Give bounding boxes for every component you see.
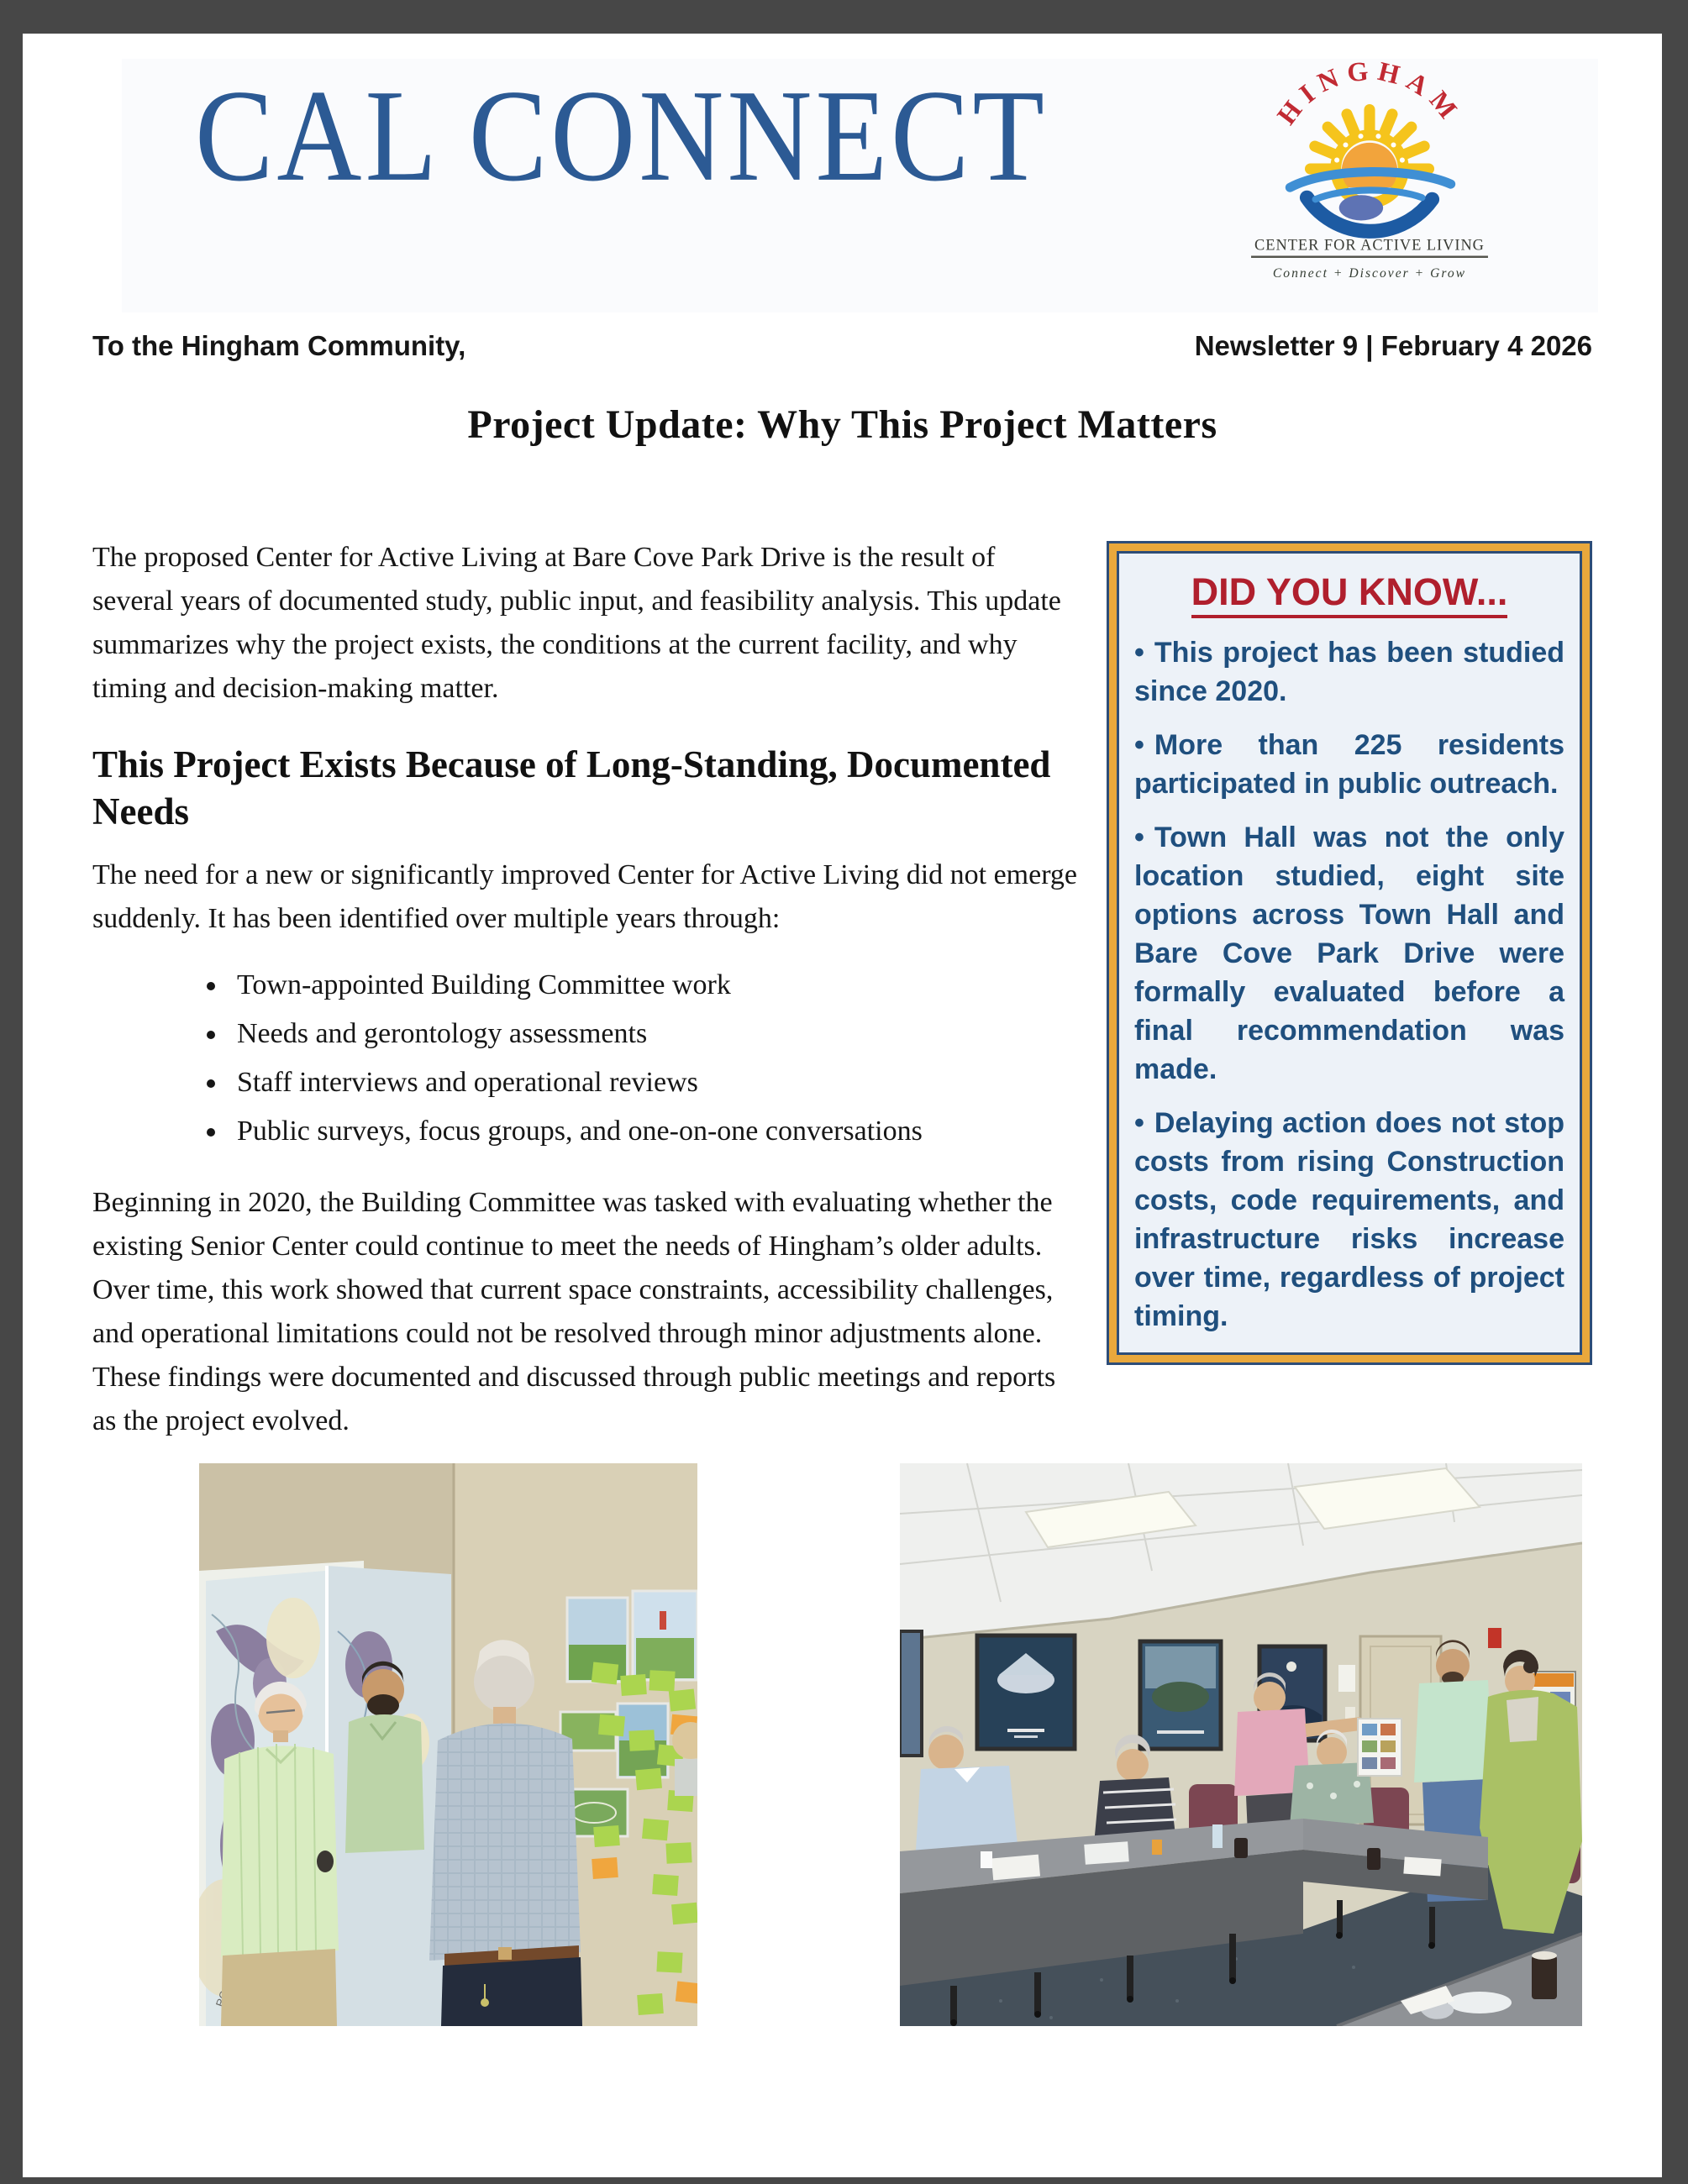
paragraph-history: Beginning in 2020, the Building Committee was tasked with evaluating whether the existing Senior Center could continue to meet the needs of Hingham’s older adults. Over time, this work showed that current space constraints, accessibility challenges, and operational limitations could not be resolved through minor adjustments alone. These findings were documented and discussed through public meetings and reports as the project evolved.: [92, 1187, 1056, 1436]
list-item: • Town-appointed Building Committee work: [229, 961, 1592, 1010]
hingham-cal-logo-icon: [1231, 42, 1508, 287]
did-you-know-item-text: Delaying action does not stop costs from rising Construction costs, code requirements, and infrastructure risks increase over time, regardless of project timing.: [1134, 1107, 1564, 1333]
paragraph-needs: The need for a new or significantly improved Center for Active Living did not emerge suddenly. It has been identified over multiple years through:: [92, 859, 1078, 934]
bullet-icon: •: [1134, 637, 1144, 669]
bullet-icon: •: [1134, 729, 1144, 762]
newsletter-masthead: CAL CONNECT: [195, 63, 1048, 209]
did-you-know-item: [1134, 1104, 1564, 1336]
logo-org-name: CENTER FOR ACTIVE LIVING: [1254, 236, 1485, 255]
did-you-know-item: [1134, 818, 1564, 1089]
did-you-know-title: DID YOU KNOW...: [1191, 572, 1508, 618]
did-you-know-callout: [1107, 541, 1592, 1365]
bullet-icon: •: [1134, 822, 1144, 854]
article-body: [92, 536, 1592, 2026]
bullet-icon: •: [1134, 1107, 1144, 1140]
did-you-know-item: [1134, 726, 1564, 803]
paragraph-intro: The proposed Center for Active Living at Bare Cove Park Drive is the result of several years of documented study, public input, and feasibility analysis. This update summarizes why the project exists, the conditions at the current facility, and why timing and decision-making matter.: [92, 542, 1061, 704]
list-item: • Staff interviews and operational reviews: [229, 1058, 1592, 1107]
did-you-know-inner: [1117, 551, 1582, 1355]
did-you-know-item-text: Town Hall was not the only location studied, eight site options across Town Hall and Bare Cove Park Drive were formally evaluated before a final recommendation was made.: [1134, 822, 1564, 1086]
article-title: Project Update: Why This Project Matters: [467, 402, 1217, 447]
photo-row: [199, 1463, 1592, 2026]
did-you-know-item-text: This project has been studied since 2020.: [1134, 637, 1564, 708]
photo-map-review: [199, 1463, 697, 2026]
did-you-know-item-text: More than 225 residents participated in public outreach.: [1134, 729, 1564, 801]
greeting-line: To the Hingham Community,: [92, 330, 466, 361]
list-item: • Public surveys, focus groups, and one-on-one conversations: [229, 1107, 1592, 1156]
logo-arc-text: HINGHAM: [1270, 55, 1469, 130]
newsletter-page: [23, 34, 1662, 2177]
logo-tagline: Connect + Discover + Grow: [1272, 265, 1467, 281]
section-heading: This Project Exists Because of Long-Standing, Documented Needs: [92, 743, 1051, 832]
did-you-know-item: [1134, 633, 1564, 711]
photo-committee-meeting: [900, 1463, 1582, 2026]
list-item: • Needs and gerontology assessments: [229, 1010, 1592, 1058]
issue-date-line: Newsletter 9 | February 4 2026: [1194, 330, 1592, 361]
